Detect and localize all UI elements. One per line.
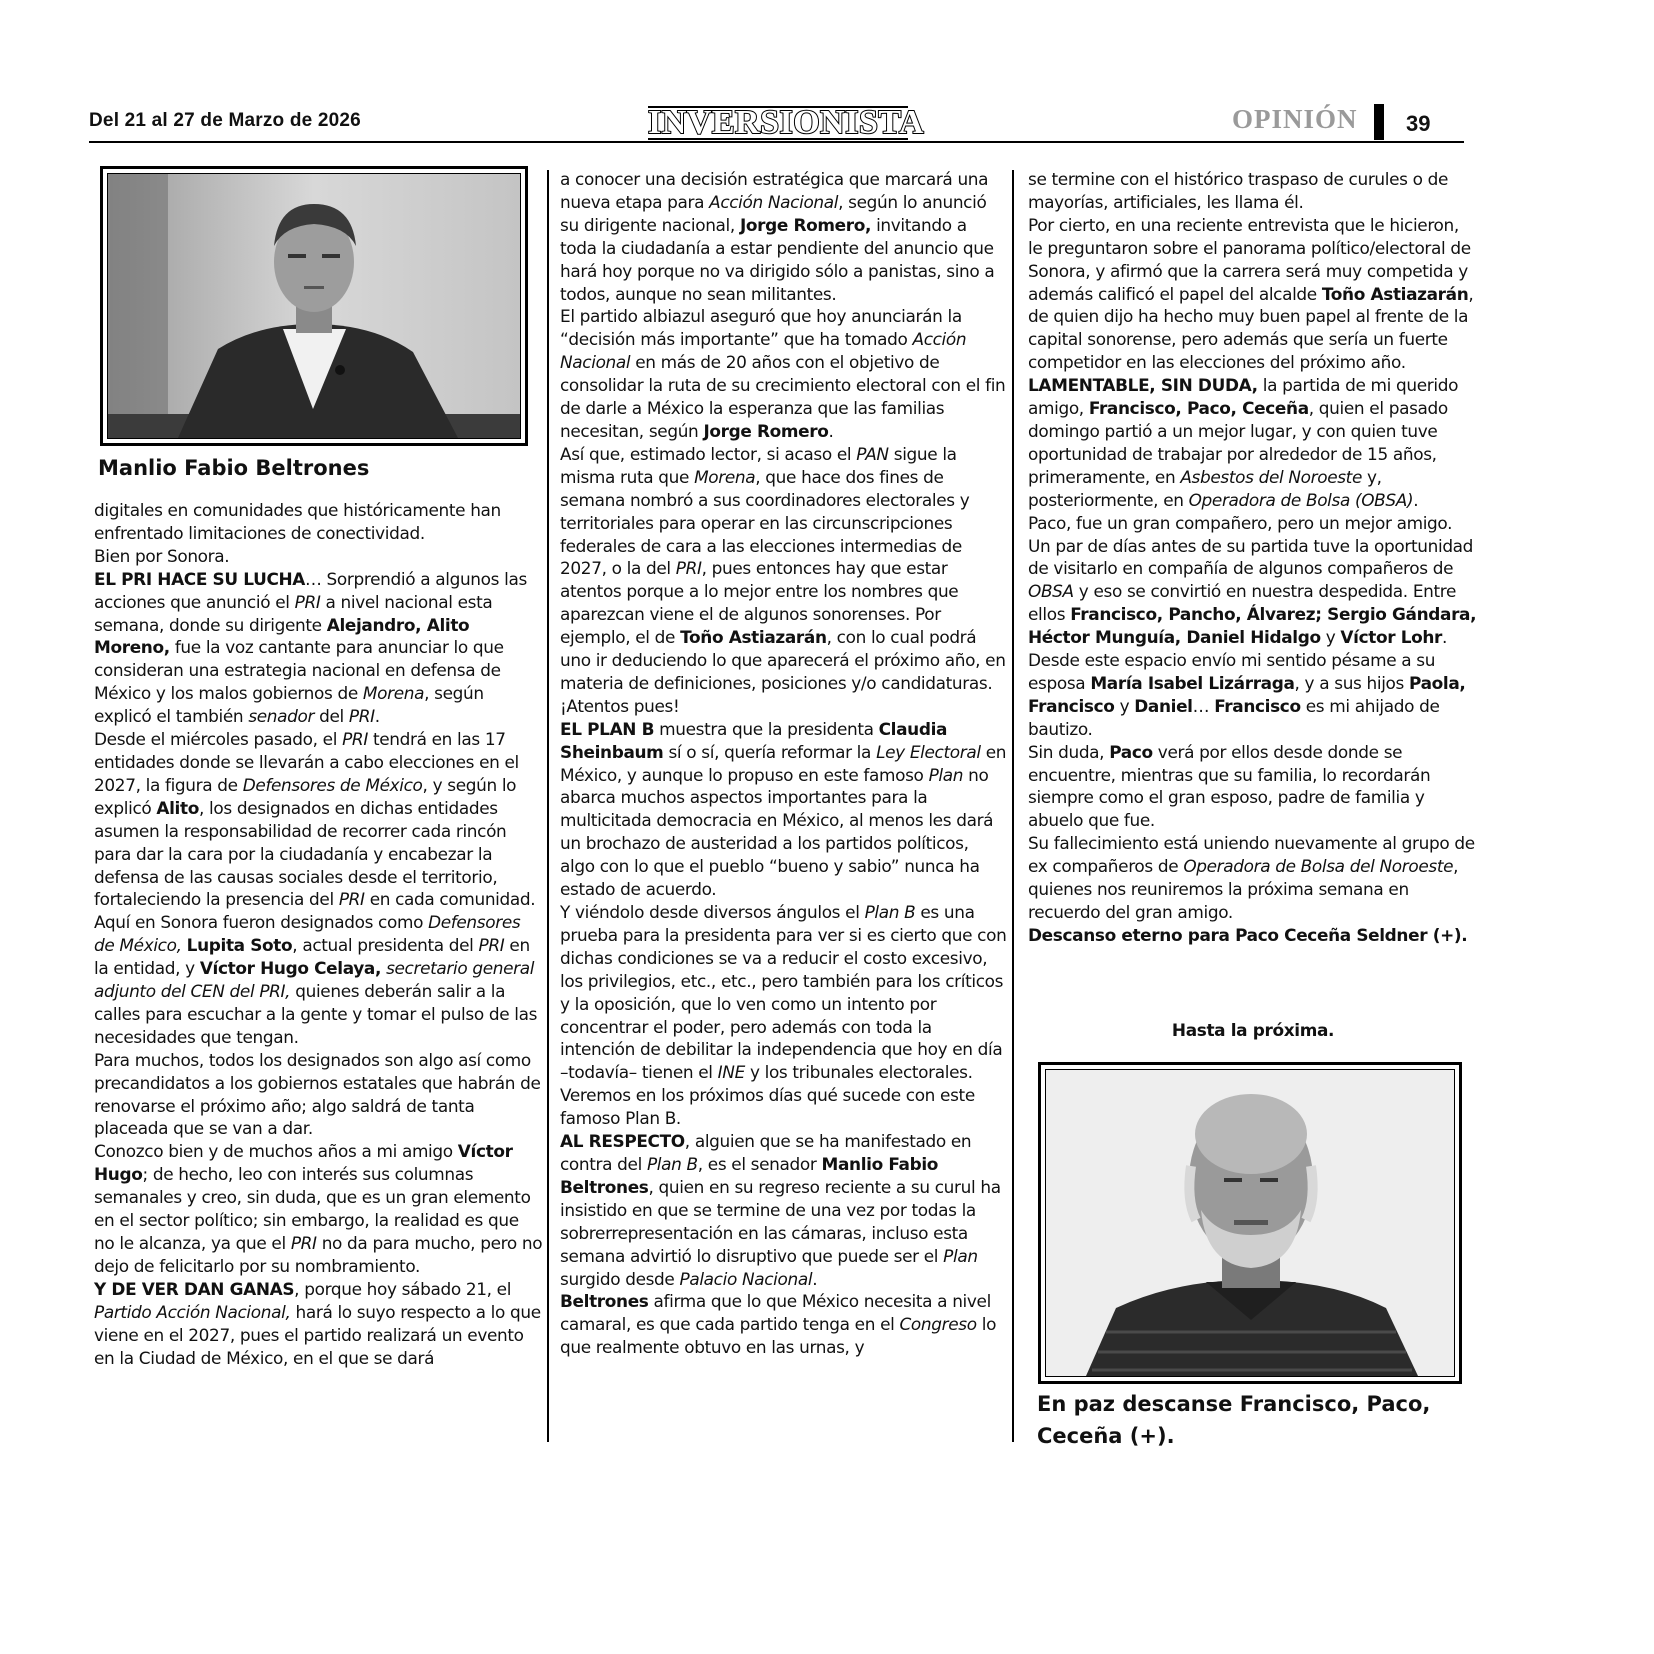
section-bar: [1374, 104, 1384, 140]
italic-text: PRI: [675, 558, 702, 579]
text-run: , porque hoy sábado 21, el: [294, 1278, 512, 1299]
paragraph: [94, 728, 544, 911]
text-run: Aquí en Sonora fueron designados como: [94, 912, 429, 933]
italic-text: Acción Nacional: [709, 191, 839, 212]
text-run: , que hace dos fines de semana nombró a sus coordinadores electorales y territoriales para operar en las circunscripciones federales de cara a las elecciones intermedias de 2027, o la del: [560, 466, 970, 579]
text-run: y eso se convirtió en nuestra despedida. Entre ellos: [1028, 581, 1457, 625]
italic-text: PAN: [856, 443, 889, 464]
text-run: no da para mucho, pero no dejo de felicitarlo por su nombramiento.: [94, 1233, 543, 1276]
bold-text: Víctor Hugo: [94, 1141, 513, 1185]
bold-text: Francisco, Pancho, Álvarez; Sergio Gándara, Héctor Munguía, Daniel Hidalgo: [1028, 604, 1477, 648]
text-run: .: [374, 706, 380, 727]
paragraph: [1028, 512, 1478, 649]
paco-caption-line2: Ceceña (+).: [1037, 1424, 1175, 1448]
text-run: lo que realmente obtuvo en las urnas, y: [560, 1314, 997, 1358]
text-run: fue la voz cantante para anunciar lo que consideran una estrategia nacional en defensa de México y los malos gobiernos de: [94, 637, 504, 704]
paragraph: [1028, 214, 1478, 374]
bold-text: Víctor Lohr: [1340, 627, 1443, 648]
text-run: , quien en su regreso reciente a su curul ha insistido en que se termine de una vez por todas la sobrerrepresentación en las cámaras, incluso esta semana advirtió lo disruptivo que puede ser el: [560, 1176, 1001, 1266]
italic-text: Congreso: [899, 1314, 977, 1335]
text-run: .: [812, 1268, 818, 1289]
text-run: a conocer una decisión estratégica que marcará una nueva etapa para: [560, 169, 989, 212]
text-run: .: [828, 420, 834, 441]
text-run: no abarca muchos aspectos importantes para la multicitada democracia en México, al menos les dará un brochazo de austeridad a los partidos políticos, algo con lo que el pueblo “bueno y sabio” nunca ha estado de acuerdo.: [560, 764, 994, 900]
text-run: y los tribunales electorales.: [744, 1062, 973, 1083]
text-run: Su fallecimiento está uniendo nuevamente al grupo de ex compañeros de: [1028, 833, 1475, 877]
paragraph: [560, 718, 1008, 901]
bold-text: EL PLAN B: [560, 718, 655, 739]
italic-text: Partido Acción Nacional,: [94, 1301, 291, 1322]
italic-text: INE: [717, 1062, 745, 1083]
beltrones-caption: Manlio Fabio Beltrones: [98, 456, 370, 480]
bold-text: Beltrones: [560, 1291, 649, 1312]
bold-text: Alito: [156, 797, 199, 818]
signoff: Hasta la próxima.: [1171, 1020, 1335, 1040]
bold-text: Descanso eterno para Paco Ceceña Seldner (+).: [1028, 924, 1468, 945]
text-run: hará lo suyo respecto a lo que viene en el 2027, pues el partido realizará un evento en la Ciudad de México, en el que se dará: [94, 1301, 541, 1368]
text-run: es mi ahijado de bautizo.: [1028, 695, 1440, 739]
text-run: , quien el pasado domingo partió a un mejor lugar, y con quien tuve oportunidad de trabajar por alrededor de 15 años, primeramente, en: [1028, 398, 1448, 487]
text-run: Por cierto, en una reciente entrevista que le hicieron, le preguntaron sobre el panorama político/electoral de Sonora, y afirmó que la carrera será muy competida y además calificó el papel del alcalde: [1028, 214, 1471, 304]
text-run: Así que, estimado lector, si acaso el: [560, 443, 857, 464]
text-run: Paco, fue un gran compañero, pero un mejor amigo. Un par de días antes de su partida tuve la oportunidad de visitarlo en compañía de algunos compañeros de: [1028, 512, 1474, 579]
paragraph: [94, 911, 544, 1048]
bold-text: Víctor Hugo Celaya,: [199, 958, 382, 979]
italic-text: Plan: [943, 1245, 978, 1266]
text-run: Desde el miércoles pasado, el: [94, 729, 343, 750]
text-run: , según lo anunció su dirigente nacional,: [560, 191, 987, 235]
column-divider-1: [547, 170, 549, 1442]
text-run: , según explicó el también: [94, 683, 484, 727]
italic-text: Ley Electoral: [876, 741, 981, 762]
text-run: en más de 20 años con el objetivo de consolidar la ruta de su crecimiento electoral con el fin de darle a México la esperanza que las familias necesitan, según: [560, 352, 1006, 441]
text-run: Veremos en los próximos días qué sucede con este famoso Plan B.: [560, 1085, 975, 1129]
text-run: invitando a toda la ciudadanía a estar pendiente del anuncio que hará hoy porque no va dirigido sólo a panistas, sino a todos, aunque no sean militantes.: [560, 214, 995, 304]
text-run: , de quien dijo ha hecho muy buen papel al frente de la capital sonorense, pero además que sería un fuerte competidor en las elecciones del próximo año.: [1028, 283, 1474, 373]
italic-text: OBSA: [1028, 581, 1074, 602]
paragraph: [94, 499, 544, 545]
paragraph: [560, 901, 1008, 1084]
issue-date: Del 21 al 27 de Marzo de 2026: [89, 110, 361, 131]
italic-text: PRI: [290, 1233, 317, 1253]
text-run: , actual presidenta del: [292, 935, 479, 956]
page-number: 39: [1406, 111, 1431, 136]
bold-text: Francisco: [1214, 695, 1301, 716]
text-run: la partida de mi querido amigo,: [1028, 375, 1459, 419]
bold-text: Paola, Francisco: [1028, 672, 1466, 716]
italic-text: Palacio Nacional: [679, 1268, 813, 1289]
text-run: muestra que la presidenta: [654, 718, 879, 739]
italic-text: Asbestos del Noroeste: [1180, 466, 1363, 487]
bold-text: LAMENTABLE, SIN DUDA,: [1028, 375, 1258, 396]
paragraph: [560, 1290, 1008, 1359]
column-divider-2: [1012, 170, 1014, 1442]
text-run: , pues entonces hay que estar atentos porque a lo mejor entre los nombres que aparezcan viene el de algunos sonorenses. Por ejemplo, el de: [560, 558, 959, 648]
text-run: Bien por Sonora.: [94, 545, 230, 566]
text-run: sigue la misma ruta que: [560, 443, 957, 487]
paragraph: [1028, 832, 1478, 924]
paragraph: [1028, 924, 1478, 947]
bold-text: Jorge Romero: [703, 420, 829, 441]
text-run: verá por ellos desde donde se encuentre, mientras que su familia, lo recordarán siempre como el gran esposo, padre de familia y abuelo que fue.: [1028, 741, 1431, 831]
italic-text: Plan B: [646, 1153, 698, 1174]
text-run: en cada comunidad.: [364, 889, 536, 910]
text-run: … Sorprendió a algunos las acciones que anunció el: [94, 568, 527, 612]
italic-text: PRI: [342, 729, 368, 750]
text-run: , es el senador: [697, 1153, 822, 1174]
paragraph: [94, 1278, 544, 1370]
text-run: , con lo cual podrá uno ir deduciendo lo que aparecerá el próximo año, en materia de definiciones, posiciones y/o candidaturas.: [560, 627, 1006, 693]
bold-text: EL PRI HACE SU LUCHA: [94, 568, 305, 589]
text-run: ; de hecho, leo con interés sus columnas semanales y creo, sin duda, que es un gran elemento en el sector político; sin embargo, la realidad es que no le alcanza, ya que el: [94, 1164, 531, 1253]
paragraph: [94, 1140, 544, 1277]
text-run: y: [1114, 695, 1135, 716]
paragraph: [560, 695, 1008, 718]
text-run: , alguien que se ha manifestado en contra del: [560, 1131, 972, 1174]
bold-text: Daniel: [1134, 695, 1193, 716]
text-run: surgido desde: [560, 1268, 680, 1289]
bold-text: Jorge Romero,: [739, 214, 872, 235]
italic-text: secretario general adjunto del CEN del PRI,: [94, 958, 535, 1002]
bold-text: Y DE VER DAN GANAS: [94, 1278, 295, 1299]
text-run: a nivel nacional esta semana, donde su dirigente: [94, 591, 493, 635]
paragraph: [560, 1084, 1008, 1130]
text-run: tendrá en las 17 entidades donde se llevarán a cabo elecciones en el 2027, la figura de: [94, 729, 519, 795]
masthead-logo: INVERSIONISTA: [648, 104, 925, 141]
paragraph: [1028, 741, 1478, 833]
column-3-body: [1028, 168, 1478, 947]
header-rule: [89, 141, 1464, 143]
text-run: es una prueba para la presidenta para ver si es cierto que con dichas condiciones se va a reducir el costo excesivo, los privilegios, etc., etc., pero también para los críticos y la oposición, que lo ven como un intento por concentrar el poder, pero además con toda la intención de debilitar la independencia que hoy en día –todavía– tienen el: [560, 902, 1007, 1083]
italic-text: Plan: [928, 764, 964, 785]
paragraph: [1028, 168, 1478, 214]
italic-text: Defensores de México,: [94, 912, 521, 956]
bold-text: Paco: [1109, 741, 1153, 762]
text-run: afirma que lo que México necesita a nivel camaral, es que cada partido tenga en el: [560, 1291, 991, 1335]
italic-text: PRI: [478, 935, 505, 956]
text-run: .: [1442, 627, 1448, 648]
text-run: en la entidad, y: [94, 935, 530, 979]
italic-text: PRI: [348, 706, 375, 727]
paragraph: [560, 1130, 1008, 1290]
bold-text: María Isabel Lizárraga: [1090, 672, 1295, 693]
text-run: , quienes nos reuniremos la próxima semana en recuerdo del gran amigo.: [1028, 856, 1459, 922]
text-run: , los designados en dichas entidades asumen la responsabilidad de recorrer cada rincón para dar la cara por la ciudadanía y encabezar la defensa de las causas sociales desde el territorio, fortaleciendo la presencia del: [94, 797, 507, 910]
paragraph: [560, 305, 1008, 442]
text-run: .: [1413, 489, 1419, 510]
paco-photo: [1038, 1062, 1462, 1384]
italic-text: Plan B: [864, 902, 916, 922]
text-run: , y según lo explicó: [94, 774, 517, 818]
column-1-body: [94, 499, 544, 1369]
italic-text: Operadora de Bolsa (OBSA): [1188, 489, 1414, 510]
beltrones-photo: [100, 166, 528, 446]
italic-text: Operadora de Bolsa del Noroeste: [1183, 856, 1454, 877]
text-run: Y viéndolo desde diversos ángulos el: [560, 902, 865, 922]
paragraph: [560, 443, 1008, 695]
paco-caption: [1037, 1388, 1430, 1452]
paragraph: [560, 168, 1008, 305]
bold-text: Francisco, Paco, Ceceña: [1088, 398, 1309, 419]
text-run: quienes deberán salir a la calles para escuchar a la gente y tomar el pulso de las necesidades que tengan.: [94, 981, 538, 1047]
text-run: y: [1320, 627, 1341, 648]
italic-text: PRI: [338, 889, 365, 910]
bold-text: Manlio Fabio Beltrones: [560, 1153, 939, 1197]
text-run: en México, y aunque lo propuso en este famoso: [560, 741, 1007, 785]
text-run: Para muchos, todos los designados son algo así como precandidatos a los gobiernos estatales que habrán de renovarse el próximo año; algo saldrá de tanta placeada que se van a dar.: [94, 1049, 541, 1139]
text-run: del: [314, 706, 349, 727]
paragraph: [94, 1049, 544, 1141]
bold-text: Toño Astiazarán: [680, 627, 827, 648]
italic-text: Morena: [694, 466, 756, 487]
text-run: ¡Atentos pues!: [560, 695, 680, 716]
section-label: OPINIÓN: [1232, 104, 1358, 134]
italic-text: senador: [248, 706, 315, 727]
paragraph: [94, 568, 544, 728]
italic-text: Acción Nacional: [560, 329, 967, 373]
text-run: Conozco bien y de muchos años a mi amigo: [94, 1141, 458, 1162]
text-run: , y a sus hijos: [1294, 672, 1410, 693]
beltrones-portrait-image: [108, 174, 520, 438]
paragraph: [1028, 374, 1478, 511]
paco-portrait-image: [1046, 1070, 1454, 1376]
bold-text: Toño Astiazarán: [1321, 283, 1469, 304]
text-run: El partido albiazul aseguró que hoy anunciarán la “decisión más importante” que ha tomado: [560, 306, 962, 350]
text-run: y, posteriormente, en: [1028, 466, 1382, 510]
paragraph: [94, 545, 544, 568]
bold-text: AL RESPECTO: [560, 1131, 685, 1152]
text-run: Desde este espacio envío mi sentido pésame a su esposa: [1028, 650, 1436, 693]
text-run: Sin duda,: [1028, 741, 1110, 762]
italic-text: Morena: [362, 683, 425, 704]
italic-text: Defensores de México: [242, 774, 423, 795]
bold-text: Claudia Sheinbaum: [560, 718, 948, 762]
bold-text: Alejandro, Alito Moreno,: [94, 614, 470, 658]
text-run: sí o sí, quería reformar la: [663, 741, 877, 762]
text-run: digitales en comunidades que históricamente han enfrentado limitaciones de conectividad.: [94, 500, 501, 543]
italic-text: PRI: [294, 591, 321, 612]
bold-text: Lupita Soto: [186, 935, 293, 956]
paragraph: [1028, 649, 1478, 741]
paco-caption-line1: En paz descanse Francisco, Paco,: [1037, 1392, 1431, 1416]
text-run: se termine con el histórico traspaso de curules o de mayorías, artificiales, les llama él.: [1028, 169, 1449, 212]
column-2-body: [560, 168, 1008, 1359]
text-run: …: [1192, 695, 1215, 716]
